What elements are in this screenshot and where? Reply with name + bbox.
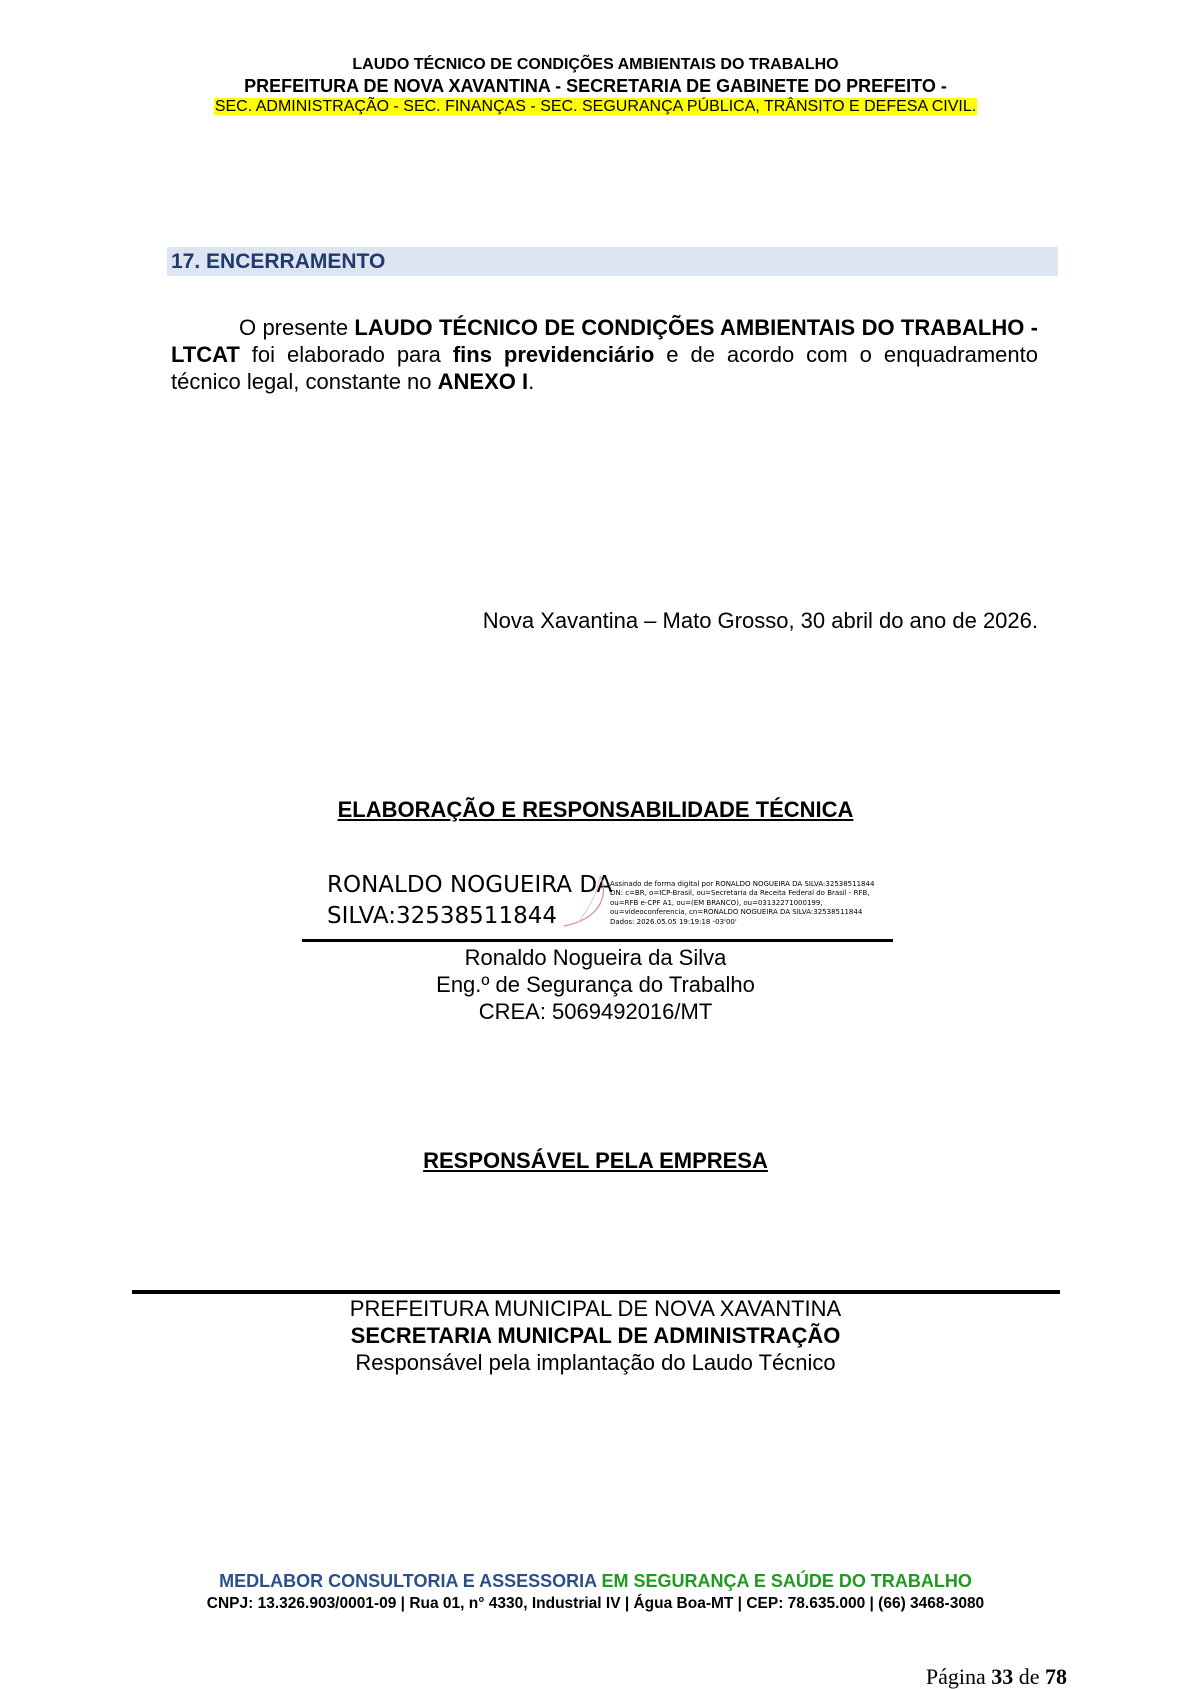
- header-departments-highlight: SEC. ADMINISTRAÇÃO - SEC. FINANÇAS - SEC. SEGURANÇA PÚBLICA, TRÂNSITO E DEFESA CIVIL.: [214, 98, 977, 115]
- company-signature-line: [132, 1290, 1060, 1294]
- header-subtitle: PREFEITURA DE NOVA XAVANTINA - SECRETARIA DE GABINETE DO PREFEITO -: [244, 76, 947, 96]
- signer-role: Eng.º de Segurança do Trabalho: [436, 972, 755, 997]
- page-total: 78: [1045, 1664, 1067, 1689]
- para-text-2: foi elaborado para: [239, 342, 453, 367]
- document-header: [0, 55, 1191, 117]
- page-current: 33: [991, 1664, 1014, 1689]
- header-title: LAUDO TÉCNICO DE CONDIÇÕES AMBIENTAIS DO TRABALHO: [352, 56, 839, 73]
- signature-name-line1: RONALDO NOGUEIRA DA: [327, 872, 613, 898]
- company-name: PREFEITURA MUNICIPAL DE NOVA XAVANTINA: [349, 1296, 842, 1321]
- header-departments: [0, 97, 1191, 117]
- signature-certificate: [610, 880, 874, 927]
- document-footer: [0, 1569, 1191, 1615]
- company-info: [0, 1295, 1191, 1376]
- certificate-line: DN: c=BR, o=ICP-Brasil, ou=Secretaria da Receita Federal do Brasil - RFB,: [610, 889, 870, 898]
- certificate-line: ou=videoconferencia, cn=RONALDO NOGUEIRA DA SILVA:32538511844: [610, 908, 863, 917]
- para-text-1: O presente: [239, 315, 355, 340]
- footer-details: CNPJ: 13.326.903/0001-09 | Rua 01, n° 4330, Industrial IV | Água Boa-MT | CEP: 78.635.000 | (66) 3468-3080: [206, 1595, 985, 1612]
- footer-company: [0, 1569, 1191, 1593]
- page-middle: de: [1013, 1664, 1045, 1689]
- signer-crea: CREA: 5069492016/MT: [478, 999, 713, 1024]
- signature-line: [302, 939, 893, 942]
- company-department: SECRETARIA MUNICPAL DE ADMINISTRAÇÃO: [350, 1323, 841, 1348]
- certificate-line: Assinado de forma digital por RONALDO NOGUEIRA DA SILVA:32538511844: [610, 880, 875, 888]
- certificate-line: ou=RFB e-CPF A1, ou=(EM BRANCO), ou=03132271000199,: [610, 898, 823, 907]
- para-bold-ltcat: LAUDO TÉCNICO DE CONDIÇÕES AMBIENTAIS DO TRABALHO - LTCAT: [171, 315, 1039, 367]
- signature-name-line2: SILVA:32538511844: [327, 903, 557, 929]
- technical-signer-info: [0, 944, 1191, 1025]
- para-text-3: e de acordo com o enquadramento técnico legal, constante no: [171, 342, 1039, 394]
- para-text-4: .: [528, 369, 535, 394]
- closing-paragraph: [171, 314, 1038, 395]
- digital-signature-block: [327, 870, 887, 928]
- date-line: Nova Xavantina – Mato Grosso, 30 abril do ano de 2026.: [482, 608, 1038, 633]
- signer-name: Ronaldo Nogueira da Silva: [464, 945, 727, 970]
- footer-company-area: EM SEGURANÇA E SAÚDE DO TRABALHO: [596, 1571, 972, 1591]
- technical-responsibility-heading: ELABORAÇÃO E RESPONSABILIDADE TÉCNICA: [337, 797, 854, 822]
- certificate-line: Dados: 2026.05.05 19:19:18 -03'00': [610, 917, 737, 926]
- section-title: 17. ENCERRAMENTO: [167, 247, 1058, 276]
- para-bold-annex: ANEXO I: [437, 369, 529, 394]
- para-bold-purpose: fins previdenciário: [452, 342, 655, 367]
- page-prefix: Página: [925, 1664, 992, 1689]
- footer-company-name: MEDLABOR CONSULTORIA E ASSESSORIA: [219, 1571, 597, 1591]
- page-number: [926, 1665, 1067, 1689]
- company-responsible-heading: RESPONSÁVEL PELA EMPRESA: [423, 1148, 768, 1173]
- company-responsibility: Responsável pela implantação do Laudo Técnico: [355, 1350, 836, 1375]
